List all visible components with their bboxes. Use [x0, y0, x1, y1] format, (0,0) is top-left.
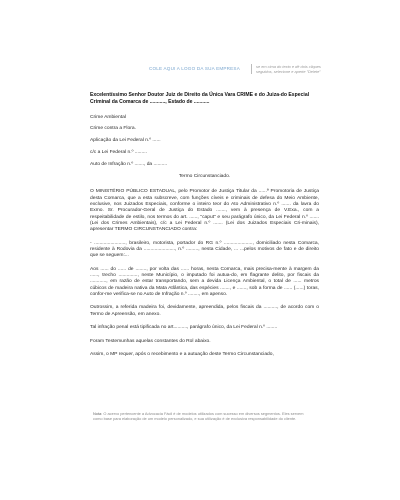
- document-body: [90, 92, 319, 366]
- defendant-paragraph: - ......................., brasileiro, motorista, portador do RG n.º ....................., domiciliado nesta Comarca, residente à Rodovia da ......................., n.º ........., nesta Cidade, ... ...pelos motivos de fato e de direito que se seguem:...: [90, 240, 321, 259]
- footnote: [93, 411, 311, 421]
- infraction-notice-line: Auto de Infração n.º ......., da ..........: [90, 162, 168, 168]
- request-paragraph: Assim, o MP requer, após o recebimento e a autuação deste Termo Circunstanciado,: [90, 352, 274, 358]
- crime-against-line: Crime contra a Flora.: [90, 126, 136, 132]
- document-heading: Excelentíssimo Senhor Doutor Juiz de Direito da Única Vara CRIME e do Juiza-do Especial Criminal da Comarca de ..........., Estado de ...........: [90, 92, 310, 105]
- typification-paragraph: Tal infração penal está tipificada no art.........., parágrafo único, da Lei Federal n.º ........: [90, 325, 278, 331]
- crime-type-line: Crime Ambiental: [90, 114, 126, 120]
- facts-paragraph: Aos ...... do ...... de ........, por volta das ...... horas, nesta Comarca, mais precisa-mente à margem da ......, trecho .............., neste Município, o imputado foi autua-do, em flagrante delito, por fiscais da ............, em razão de estar transportando, sem a devida Licença Ambiental, o total de ...... metros cúbicos de madeira nativa da Mata Atlântica, das espécies ......., e ......., sob a forma de ...... (......) toras, confor-me verifica-se no Auto de Infração n.º ........, em apenso.: [90, 266, 321, 297]
- seizure-paragraph: Outrossim, a referida madeira foi, devidamente, apreendida, pelos fiscais da .........., de acordo com o Termo de Apreensão, em anexo.: [90, 305, 321, 317]
- footnote-label: Nota:: [93, 411, 103, 416]
- intro-paragraph: O MINISTÉRIO PÚBLICO ESTADUAL, pelo Promotor de Justiça Titular da ......ª Promotoria de Justiça desta Comarca, que a esta subscreve, com funções cíveis e criminais de defesa do Meio Ambiente, exclusive, nos Juizados Especiais, conforme o inteiro teor do Ato Administrativo n.º ....... da lavra do Exmo. Sr. Procurador-Geral de Justiça do Estado ......., vem à presença de V.Exa., com a respeitabilidade de estilo, nos termos do art. ......, "caput" e seu parágrafo único, da Lei Federal n.º ....... (Lei dos Crimes Ambientais), c/c a Lei Federal n.º ....... (Lei dos Juizados Especiais Cri-minais), apresentar TERMO CIRCUNSTANCIADO contra:: [90, 189, 321, 233]
- sidebar-note: se em cima do texto e dê dois cliques seguidos, selecione e aperte "Delete": [251, 64, 326, 74]
- footnote-text: O acervo pertencente a Advocacia Fácil é de modelos utilizados com sucesso em diversos segmentos. Eles servem como base para elaboração de um modelo personalizado, e sua utilização é de exclusiva responsabilidade do cliente.: [93, 411, 304, 421]
- law-cc-line: c/c a Lei Federal n.º .........: [90, 150, 147, 156]
- logo-placeholder: COLE AQUI A LOGO DA SUA EMPRESA: [149, 66, 240, 71]
- witnesses-paragraph: Foram Testemunhas aquelas constantes do Rol abaixo.: [90, 338, 211, 344]
- term-title: Termo Circunstanciado.: [178, 174, 231, 180]
- law-application-line: Aplicação da Lei Federal n.º ......: [90, 138, 161, 144]
